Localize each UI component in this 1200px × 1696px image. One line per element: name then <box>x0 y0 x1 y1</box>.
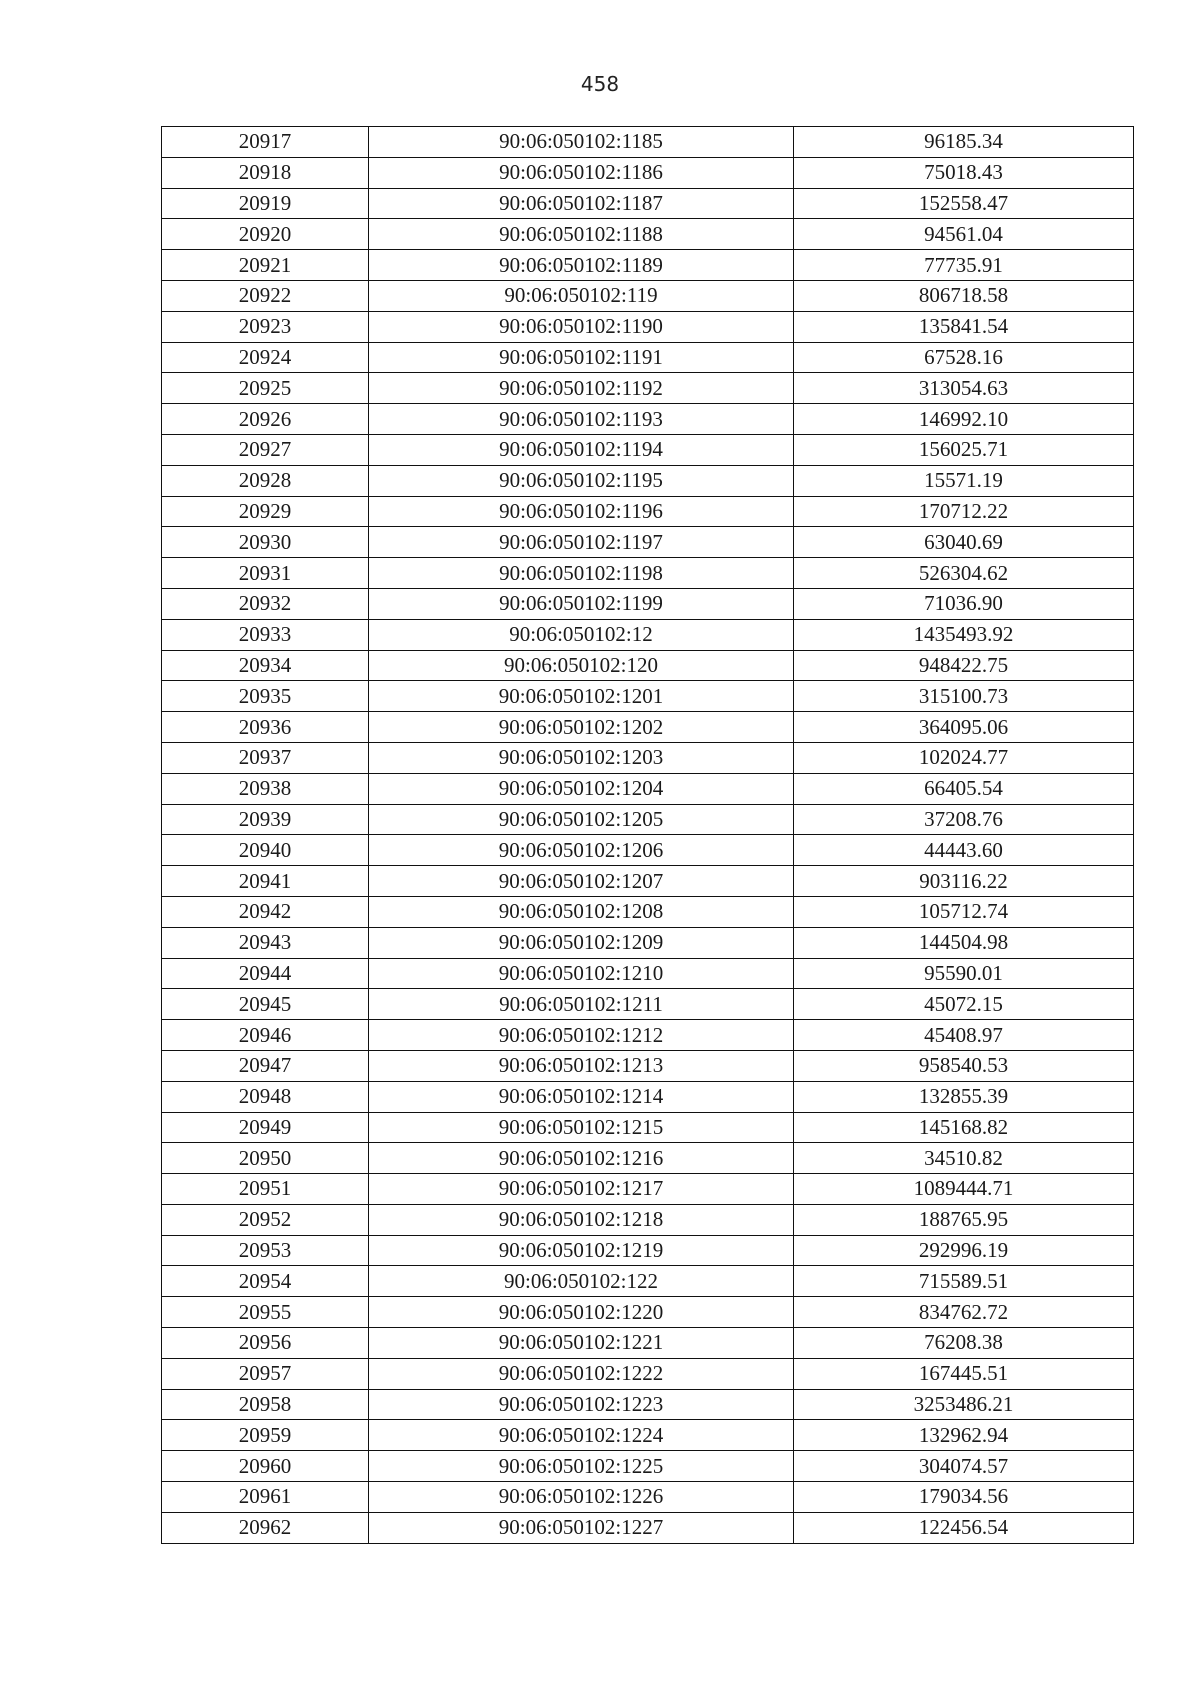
table-row <box>162 311 1134 342</box>
cadastral-number-cell: 90:06:050102:1220 <box>369 1297 794 1328</box>
row-number-cell: 20933 <box>162 619 369 650</box>
row-number-cell: 20937 <box>162 742 369 773</box>
cadastral-number-cell: 90:06:050102:1198 <box>369 558 794 589</box>
table-row <box>162 927 1134 958</box>
cadastral-number-cell: 90:06:050102:1204 <box>369 773 794 804</box>
page-number: 458 <box>580 72 620 96</box>
value-cell: 122456.54 <box>794 1512 1134 1543</box>
table-row <box>162 127 1134 158</box>
row-number-cell: 20958 <box>162 1389 369 1420</box>
row-number-cell: 20923 <box>162 311 369 342</box>
table-row <box>162 434 1134 465</box>
row-number-cell: 20949 <box>162 1112 369 1143</box>
value-cell: 105712.74 <box>794 896 1134 927</box>
table-row <box>162 742 1134 773</box>
cadastral-number-cell: 90:06:050102:1227 <box>369 1512 794 1543</box>
value-cell: 315100.73 <box>794 681 1134 712</box>
cadastral-number-cell: 90:06:050102:120 <box>369 650 794 681</box>
cadastral-number-cell: 90:06:050102:1187 <box>369 188 794 219</box>
cadastral-number-cell: 90:06:050102:1205 <box>369 804 794 835</box>
value-cell: 903116.22 <box>794 866 1134 897</box>
value-cell: 132855.39 <box>794 1081 1134 1112</box>
cadastral-number-cell: 90:06:050102:1218 <box>369 1204 794 1235</box>
row-number-cell: 20962 <box>162 1512 369 1543</box>
cadastral-number-cell: 90:06:050102:1222 <box>369 1358 794 1389</box>
value-cell: 66405.54 <box>794 773 1134 804</box>
cadastral-number-cell: 90:06:050102:12 <box>369 619 794 650</box>
table-row <box>162 804 1134 835</box>
cadastral-number-cell: 90:06:050102:1209 <box>369 927 794 958</box>
row-number-cell: 20936 <box>162 712 369 743</box>
table-row <box>162 1235 1134 1266</box>
row-number-cell: 20951 <box>162 1174 369 1205</box>
table-row <box>162 1358 1134 1389</box>
table-row <box>162 1297 1134 1328</box>
row-number-cell: 20945 <box>162 989 369 1020</box>
cadastral-number-cell: 90:06:050102:1195 <box>369 465 794 496</box>
table-row <box>162 650 1134 681</box>
row-number-cell: 20941 <box>162 866 369 897</box>
cadastral-number-cell: 90:06:050102:1207 <box>369 866 794 897</box>
table-row <box>162 157 1134 188</box>
value-cell: 67528.16 <box>794 342 1134 373</box>
cadastral-number-cell: 90:06:050102:119 <box>369 280 794 311</box>
table-row <box>162 896 1134 927</box>
row-number-cell: 20943 <box>162 927 369 958</box>
value-cell: 132962.94 <box>794 1420 1134 1451</box>
value-cell: 1089444.71 <box>794 1174 1134 1205</box>
row-number-cell: 20953 <box>162 1235 369 1266</box>
cadastral-number-cell: 90:06:050102:1189 <box>369 250 794 281</box>
cadastral-number-cell: 90:06:050102:1196 <box>369 496 794 527</box>
value-cell: 45408.97 <box>794 1020 1134 1051</box>
table-row <box>162 1050 1134 1081</box>
value-cell: 313054.63 <box>794 373 1134 404</box>
cadastral-number-cell: 90:06:050102:1194 <box>369 434 794 465</box>
value-cell: 1435493.92 <box>794 619 1134 650</box>
value-cell: 15571.19 <box>794 465 1134 496</box>
cadastral-number-cell: 90:06:050102:1188 <box>369 219 794 250</box>
table-row <box>162 342 1134 373</box>
table-row <box>162 373 1134 404</box>
row-number-cell: 20938 <box>162 773 369 804</box>
row-number-cell: 20918 <box>162 157 369 188</box>
cadastral-number-cell: 90:06:050102:1216 <box>369 1143 794 1174</box>
value-cell: 292996.19 <box>794 1235 1134 1266</box>
value-cell: 806718.58 <box>794 280 1134 311</box>
cadastral-number-cell: 90:06:050102:1185 <box>369 127 794 158</box>
table-row <box>162 1174 1134 1205</box>
table-row <box>162 1143 1134 1174</box>
cadastral-number-cell: 90:06:050102:1191 <box>369 342 794 373</box>
table-row <box>162 989 1134 1020</box>
value-cell: 948422.75 <box>794 650 1134 681</box>
row-number-cell: 20926 <box>162 404 369 435</box>
row-number-cell: 20947 <box>162 1050 369 1081</box>
table-row <box>162 1420 1134 1451</box>
row-number-cell: 20927 <box>162 434 369 465</box>
row-number-cell: 20928 <box>162 465 369 496</box>
cadastral-number-cell: 90:06:050102:122 <box>369 1266 794 1297</box>
cadastral-number-cell: 90:06:050102:1211 <box>369 989 794 1020</box>
row-number-cell: 20939 <box>162 804 369 835</box>
cadastral-number-cell: 90:06:050102:1199 <box>369 588 794 619</box>
table-row <box>162 1512 1134 1543</box>
cadastral-number-cell: 90:06:050102:1214 <box>369 1081 794 1112</box>
table-row <box>162 773 1134 804</box>
row-number-cell: 20954 <box>162 1266 369 1297</box>
table-row <box>162 835 1134 866</box>
table-row <box>162 681 1134 712</box>
row-number-cell: 20929 <box>162 496 369 527</box>
cadastral-number-cell: 90:06:050102:1203 <box>369 742 794 773</box>
value-cell: 75018.43 <box>794 157 1134 188</box>
value-cell: 135841.54 <box>794 311 1134 342</box>
value-cell: 45072.15 <box>794 989 1134 1020</box>
table-row <box>162 1328 1134 1359</box>
value-cell: 77735.91 <box>794 250 1134 281</box>
row-number-cell: 20925 <box>162 373 369 404</box>
cadastral-number-cell: 90:06:050102:1193 <box>369 404 794 435</box>
row-number-cell: 20935 <box>162 681 369 712</box>
value-cell: 3253486.21 <box>794 1389 1134 1420</box>
cadastral-number-cell: 90:06:050102:1212 <box>369 1020 794 1051</box>
row-number-cell: 20920 <box>162 219 369 250</box>
cadastral-number-cell: 90:06:050102:1201 <box>369 681 794 712</box>
value-cell: 76208.38 <box>794 1328 1134 1359</box>
cadastral-number-cell: 90:06:050102:1210 <box>369 958 794 989</box>
value-cell: 144504.98 <box>794 927 1134 958</box>
value-cell: 715589.51 <box>794 1266 1134 1297</box>
cadastral-number-cell: 90:06:050102:1197 <box>369 527 794 558</box>
row-number-cell: 20924 <box>162 342 369 373</box>
value-cell: 146992.10 <box>794 404 1134 435</box>
cadastral-number-cell: 90:06:050102:1225 <box>369 1451 794 1482</box>
row-number-cell: 20934 <box>162 650 369 681</box>
value-cell: 179034.56 <box>794 1482 1134 1513</box>
cadastral-number-cell: 90:06:050102:1208 <box>369 896 794 927</box>
value-cell: 152558.47 <box>794 188 1134 219</box>
row-number-cell: 20946 <box>162 1020 369 1051</box>
row-number-cell: 20959 <box>162 1420 369 1451</box>
row-number-cell: 20917 <box>162 127 369 158</box>
row-number-cell: 20922 <box>162 280 369 311</box>
row-number-cell: 20940 <box>162 835 369 866</box>
row-number-cell: 20960 <box>162 1451 369 1482</box>
value-cell: 304074.57 <box>794 1451 1134 1482</box>
value-cell: 188765.95 <box>794 1204 1134 1235</box>
table-row <box>162 1389 1134 1420</box>
row-number-cell: 20956 <box>162 1328 369 1359</box>
cadastral-number-cell: 90:06:050102:1219 <box>369 1235 794 1266</box>
table-row <box>162 1266 1134 1297</box>
row-number-cell: 20957 <box>162 1358 369 1389</box>
value-cell: 167445.51 <box>794 1358 1134 1389</box>
row-number-cell: 20931 <box>162 558 369 589</box>
table-row <box>162 1081 1134 1112</box>
table-row <box>162 958 1134 989</box>
row-number-cell: 20952 <box>162 1204 369 1235</box>
value-cell: 63040.69 <box>794 527 1134 558</box>
value-cell: 364095.06 <box>794 712 1134 743</box>
row-number-cell: 20948 <box>162 1081 369 1112</box>
row-number-cell: 20942 <box>162 896 369 927</box>
value-cell: 96185.34 <box>794 127 1134 158</box>
row-number-cell: 20944 <box>162 958 369 989</box>
value-cell: 37208.76 <box>794 804 1134 835</box>
cadastral-number-cell: 90:06:050102:1217 <box>369 1174 794 1205</box>
registry-table <box>161 126 1134 1544</box>
value-cell: 834762.72 <box>794 1297 1134 1328</box>
cadastral-number-cell: 90:06:050102:1190 <box>369 311 794 342</box>
table-row <box>162 1020 1134 1051</box>
table-row <box>162 219 1134 250</box>
cadastral-number-cell: 90:06:050102:1221 <box>369 1328 794 1359</box>
cadastral-number-cell: 90:06:050102:1223 <box>369 1389 794 1420</box>
value-cell: 95590.01 <box>794 958 1134 989</box>
value-cell: 156025.71 <box>794 434 1134 465</box>
table-row <box>162 1112 1134 1143</box>
cadastral-number-cell: 90:06:050102:1206 <box>369 835 794 866</box>
value-cell: 94561.04 <box>794 219 1134 250</box>
registry-table-body <box>162 127 1134 1544</box>
row-number-cell: 20955 <box>162 1297 369 1328</box>
table-row <box>162 527 1134 558</box>
table-row <box>162 558 1134 589</box>
row-number-cell: 20930 <box>162 527 369 558</box>
table-row <box>162 588 1134 619</box>
table-row <box>162 496 1134 527</box>
value-cell: 102024.77 <box>794 742 1134 773</box>
row-number-cell: 20961 <box>162 1482 369 1513</box>
row-number-cell: 20921 <box>162 250 369 281</box>
table-row <box>162 1451 1134 1482</box>
value-cell: 44443.60 <box>794 835 1134 866</box>
value-cell: 145168.82 <box>794 1112 1134 1143</box>
cadastral-number-cell: 90:06:050102:1224 <box>369 1420 794 1451</box>
value-cell: 526304.62 <box>794 558 1134 589</box>
cadastral-number-cell: 90:06:050102:1226 <box>369 1482 794 1513</box>
table-row <box>162 250 1134 281</box>
table-row <box>162 1204 1134 1235</box>
cadastral-number-cell: 90:06:050102:1202 <box>369 712 794 743</box>
table-row <box>162 188 1134 219</box>
table-row <box>162 712 1134 743</box>
cadastral-number-cell: 90:06:050102:1215 <box>369 1112 794 1143</box>
value-cell: 34510.82 <box>794 1143 1134 1174</box>
cadastral-number-cell: 90:06:050102:1192 <box>369 373 794 404</box>
value-cell: 71036.90 <box>794 588 1134 619</box>
row-number-cell: 20950 <box>162 1143 369 1174</box>
table-row <box>162 1482 1134 1513</box>
row-number-cell: 20932 <box>162 588 369 619</box>
value-cell: 170712.22 <box>794 496 1134 527</box>
value-cell: 958540.53 <box>794 1050 1134 1081</box>
table-row <box>162 404 1134 435</box>
cadastral-number-cell: 90:06:050102:1213 <box>369 1050 794 1081</box>
table-row <box>162 280 1134 311</box>
table-row <box>162 866 1134 897</box>
cadastral-number-cell: 90:06:050102:1186 <box>369 157 794 188</box>
table-row <box>162 465 1134 496</box>
table-row <box>162 619 1134 650</box>
row-number-cell: 20919 <box>162 188 369 219</box>
